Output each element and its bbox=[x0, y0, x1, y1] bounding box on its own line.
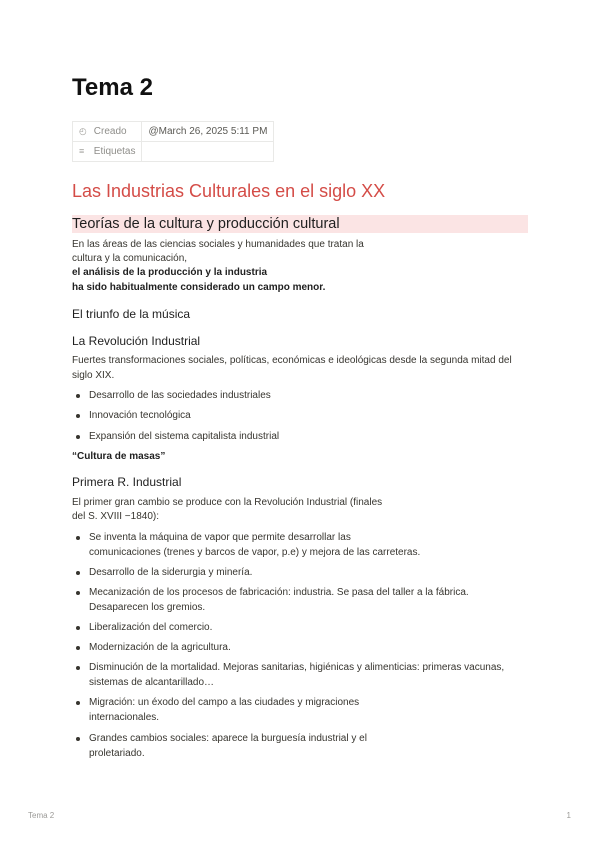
bullet-icon bbox=[76, 737, 80, 741]
paragraph-line: En las áreas de las ciencias sociales y humanidades que tratan la bbox=[72, 239, 364, 250]
list-icon: ≡ bbox=[79, 146, 85, 156]
property-value: @March 26, 2025 5:11 PM bbox=[142, 122, 274, 142]
heading-musica: El triunfo de la música bbox=[72, 307, 191, 321]
bullet-icon bbox=[76, 394, 80, 398]
property-label: Etiquetas bbox=[93, 146, 136, 157]
property-key bbox=[73, 142, 142, 162]
heading-revolucion: La Revolución Industrial bbox=[72, 334, 201, 348]
bullet-icon bbox=[76, 571, 80, 575]
property-row-created bbox=[73, 122, 274, 142]
paragraph-line: siglo XIX. bbox=[72, 370, 115, 381]
clock-icon: ◴ bbox=[79, 126, 87, 136]
page-number: 1 bbox=[566, 811, 571, 820]
paragraph-line-bold: el análisis de la producción y la industria bbox=[72, 267, 268, 278]
property-label: Creado bbox=[93, 126, 127, 137]
heading-1: Las Industrias Culturales en el siglo XX bbox=[72, 181, 386, 201]
page-title: Tema 2 bbox=[72, 74, 153, 101]
bullet-icon bbox=[76, 591, 80, 595]
properties-table bbox=[72, 121, 274, 162]
bullet-icon bbox=[76, 646, 80, 650]
heading-primera: Primera R. Industrial bbox=[72, 475, 182, 489]
bullet-icon bbox=[76, 536, 80, 540]
paragraph-line: cultura y la comunicación, bbox=[72, 253, 188, 264]
footer-title: Tema 2 bbox=[28, 811, 55, 820]
paragraph-line-bold: ha sido habitualmente considerado un campo menor. bbox=[72, 282, 326, 293]
paragraph-line: del S. XVIII −1840): bbox=[72, 511, 159, 522]
bullet-icon bbox=[76, 701, 80, 705]
property-value bbox=[142, 142, 274, 162]
bullet-icon bbox=[76, 414, 80, 418]
paragraph-bold: “Cultura de masas” bbox=[72, 451, 166, 462]
bullet-icon bbox=[76, 626, 80, 630]
heading-2-highlighted: Teorías de la cultura y producción cultural bbox=[72, 215, 528, 233]
bullet-icon bbox=[76, 666, 80, 670]
paragraph-line: El primer gran cambio se produce con la Revolución Industrial (finales bbox=[72, 497, 383, 508]
bullet-icon bbox=[76, 435, 80, 439]
property-row-tags bbox=[73, 142, 274, 162]
paragraph-line: Fuertes transformaciones sociales, políticas, económicas e ideológicas desde la segunda mitad del bbox=[72, 355, 512, 366]
property-key bbox=[73, 122, 142, 142]
